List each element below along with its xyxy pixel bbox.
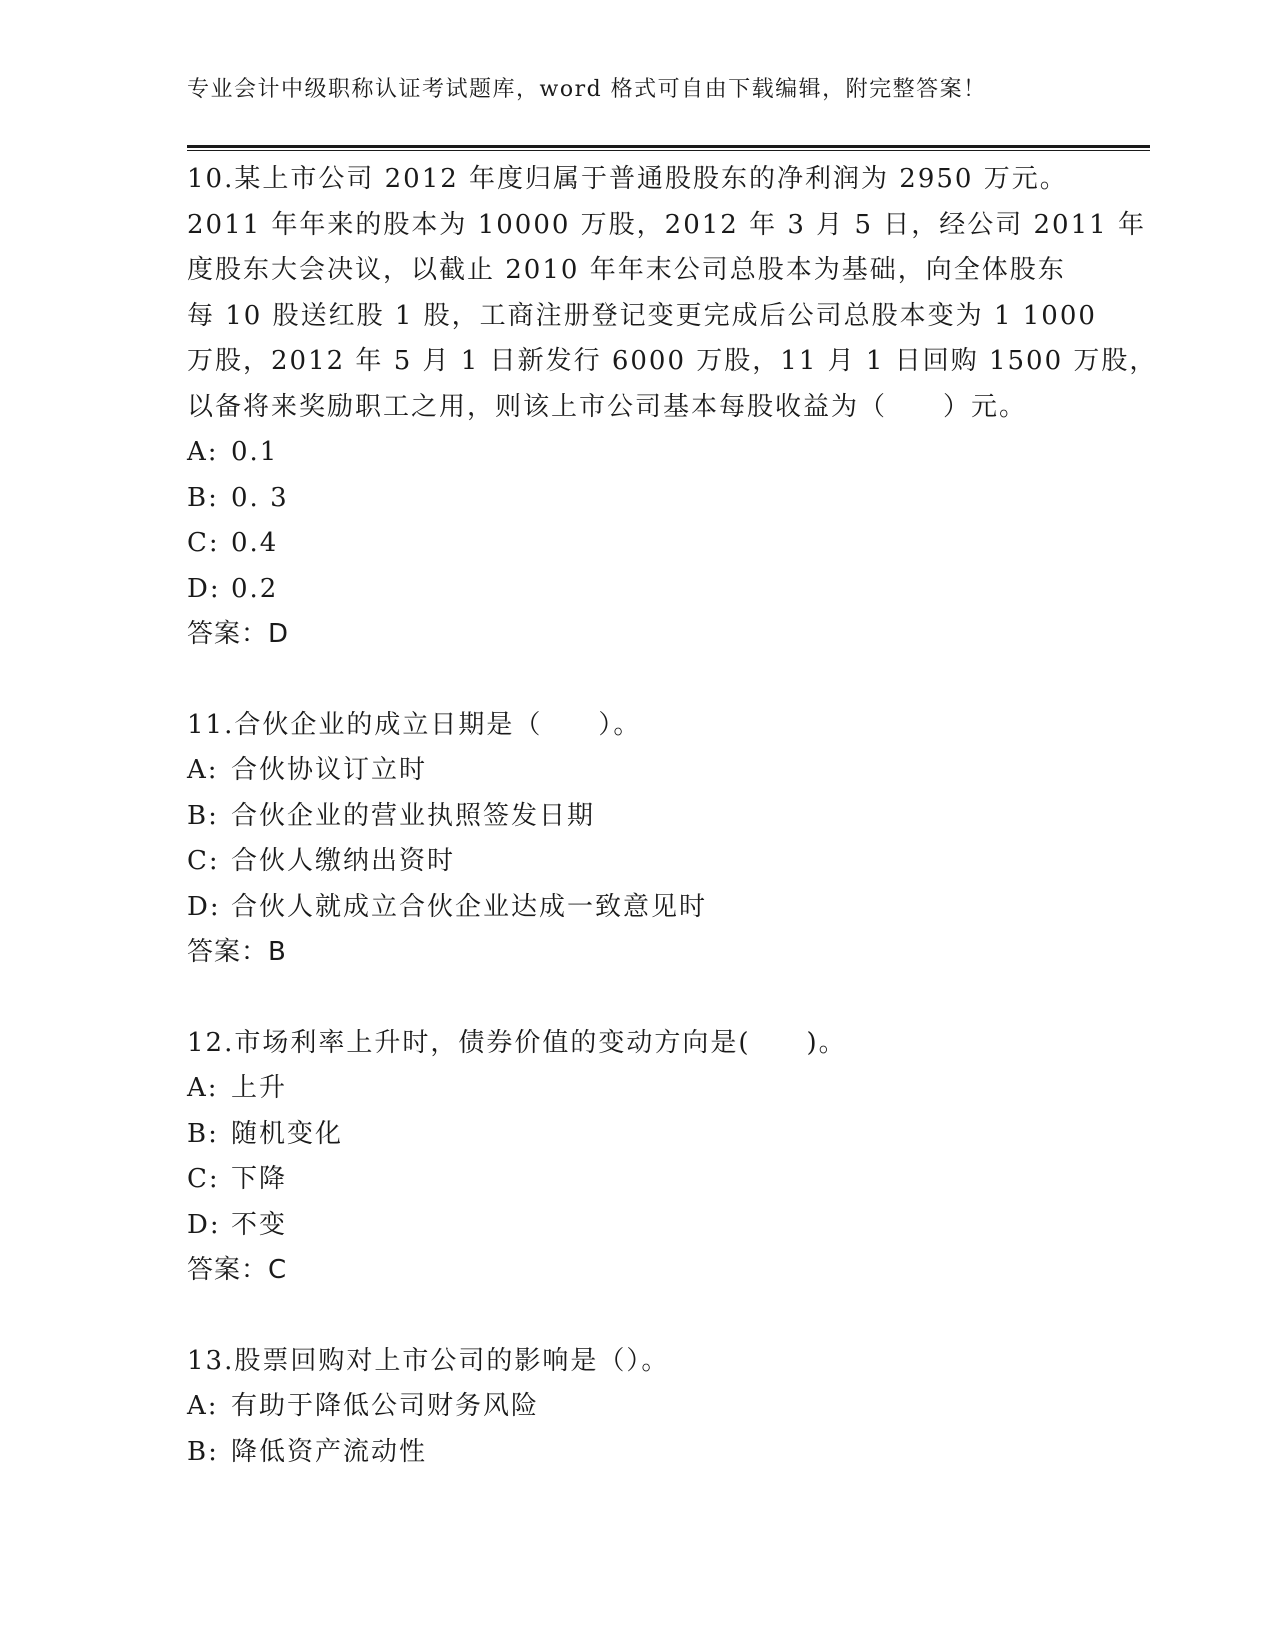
option-a (187, 748, 1087, 794)
option-letter: B: (187, 482, 219, 513)
option-letter: B: (187, 800, 219, 831)
question-stem-line: 万股，2012 年 5 月 1 日新发行 6000 万股，11 月 1 日回购 1500 万股， (187, 346, 1158, 376)
question-10 (187, 157, 1158, 658)
option-c (187, 521, 1087, 567)
question-11 (187, 703, 1087, 976)
question-stem-line: 2011 年年来的股本为 10000 万股，2012 年 3 月 5 日，经公司 2011 年 (187, 209, 1146, 240)
option-c (187, 1157, 1087, 1203)
option-text: 随机变化 (231, 1118, 344, 1149)
option-letter: A: (187, 1073, 219, 1103)
option-text: 0. 3 (231, 482, 289, 513)
option-a (187, 1066, 1087, 1112)
option-text: 合伙人就成立合伙企业达成一致意见时 (231, 891, 708, 922)
header-divider (187, 145, 1150, 151)
option-letter: A: (187, 437, 219, 467)
option-text: 0.4 (231, 528, 279, 558)
question-stem-line: 13.股票回购对上市公司的影响是（）。 (187, 1345, 670, 1376)
answer-line: 答案：D (187, 619, 290, 649)
option-a (187, 430, 1087, 476)
option-letter: D: (187, 891, 221, 922)
option-text: 合伙人缴纳出资时 (231, 846, 456, 876)
option-letter: C: (187, 1164, 220, 1194)
option-letter: B: (187, 1118, 219, 1149)
option-text: 不变 (231, 1209, 288, 1240)
option-text: 上升 (231, 1073, 288, 1103)
option-letter: D: (187, 1209, 221, 1240)
question-stem-line: 12.市场利率上升时，债券价值的变动方向是( )。 (187, 1027, 847, 1058)
option-b (187, 476, 1087, 522)
option-text: 合伙企业的营业执照签发日期 (231, 800, 596, 831)
option-letter: A: (187, 1391, 219, 1421)
question-12 (187, 1021, 1087, 1294)
option-c (187, 839, 1087, 885)
question-list (187, 157, 1158, 1475)
question-stem-line: 度股东大会决议，以截止 2010 年年末公司总股本为基础，向全体股东 (187, 255, 1066, 285)
option-a (187, 1384, 1087, 1430)
option-text: 有助于降低公司财务风险 (231, 1391, 540, 1421)
question-stem-line: 每 10 股送红股 1 股，工商注册登记变更完成后公司总股本变为 1 1000 (187, 300, 1097, 331)
question-stem-line: 10.某上市公司 2012 年度归属于普通股股东的净利润为 2950 万元。 (187, 164, 1068, 194)
option-text: 下降 (231, 1164, 288, 1194)
question-13 (187, 1339, 1087, 1476)
page-header: 专业会计中级职称认证考试题库，word 格式可自由下载编辑，附完整答案！ (187, 77, 987, 102)
option-b (187, 1112, 1087, 1158)
option-text: 0.1 (231, 437, 279, 467)
option-d (187, 567, 1087, 613)
option-letter: C: (187, 846, 220, 876)
option-text: 合伙协议订立时 (231, 755, 428, 785)
option-letter: C: (187, 528, 220, 558)
answer-line: 答案：B (187, 937, 287, 967)
option-letter: A: (187, 755, 219, 785)
option-d (187, 1203, 1087, 1249)
answer-line: 答案：C (187, 1255, 288, 1285)
option-text: 降低资产流动性 (231, 1436, 428, 1467)
option-b (187, 1430, 1087, 1476)
option-letter: D: (187, 573, 221, 604)
question-stem-line: 11.合伙企业的成立日期是（ ）。 (187, 709, 642, 740)
option-text: 0.2 (231, 573, 279, 604)
option-b (187, 794, 1087, 840)
option-letter: B: (187, 1436, 219, 1467)
option-d (187, 885, 1087, 931)
question-stem-line: 以备将来奖励职工之用，则该上市公司基本每股收益为（ ）元。 (187, 391, 1028, 422)
